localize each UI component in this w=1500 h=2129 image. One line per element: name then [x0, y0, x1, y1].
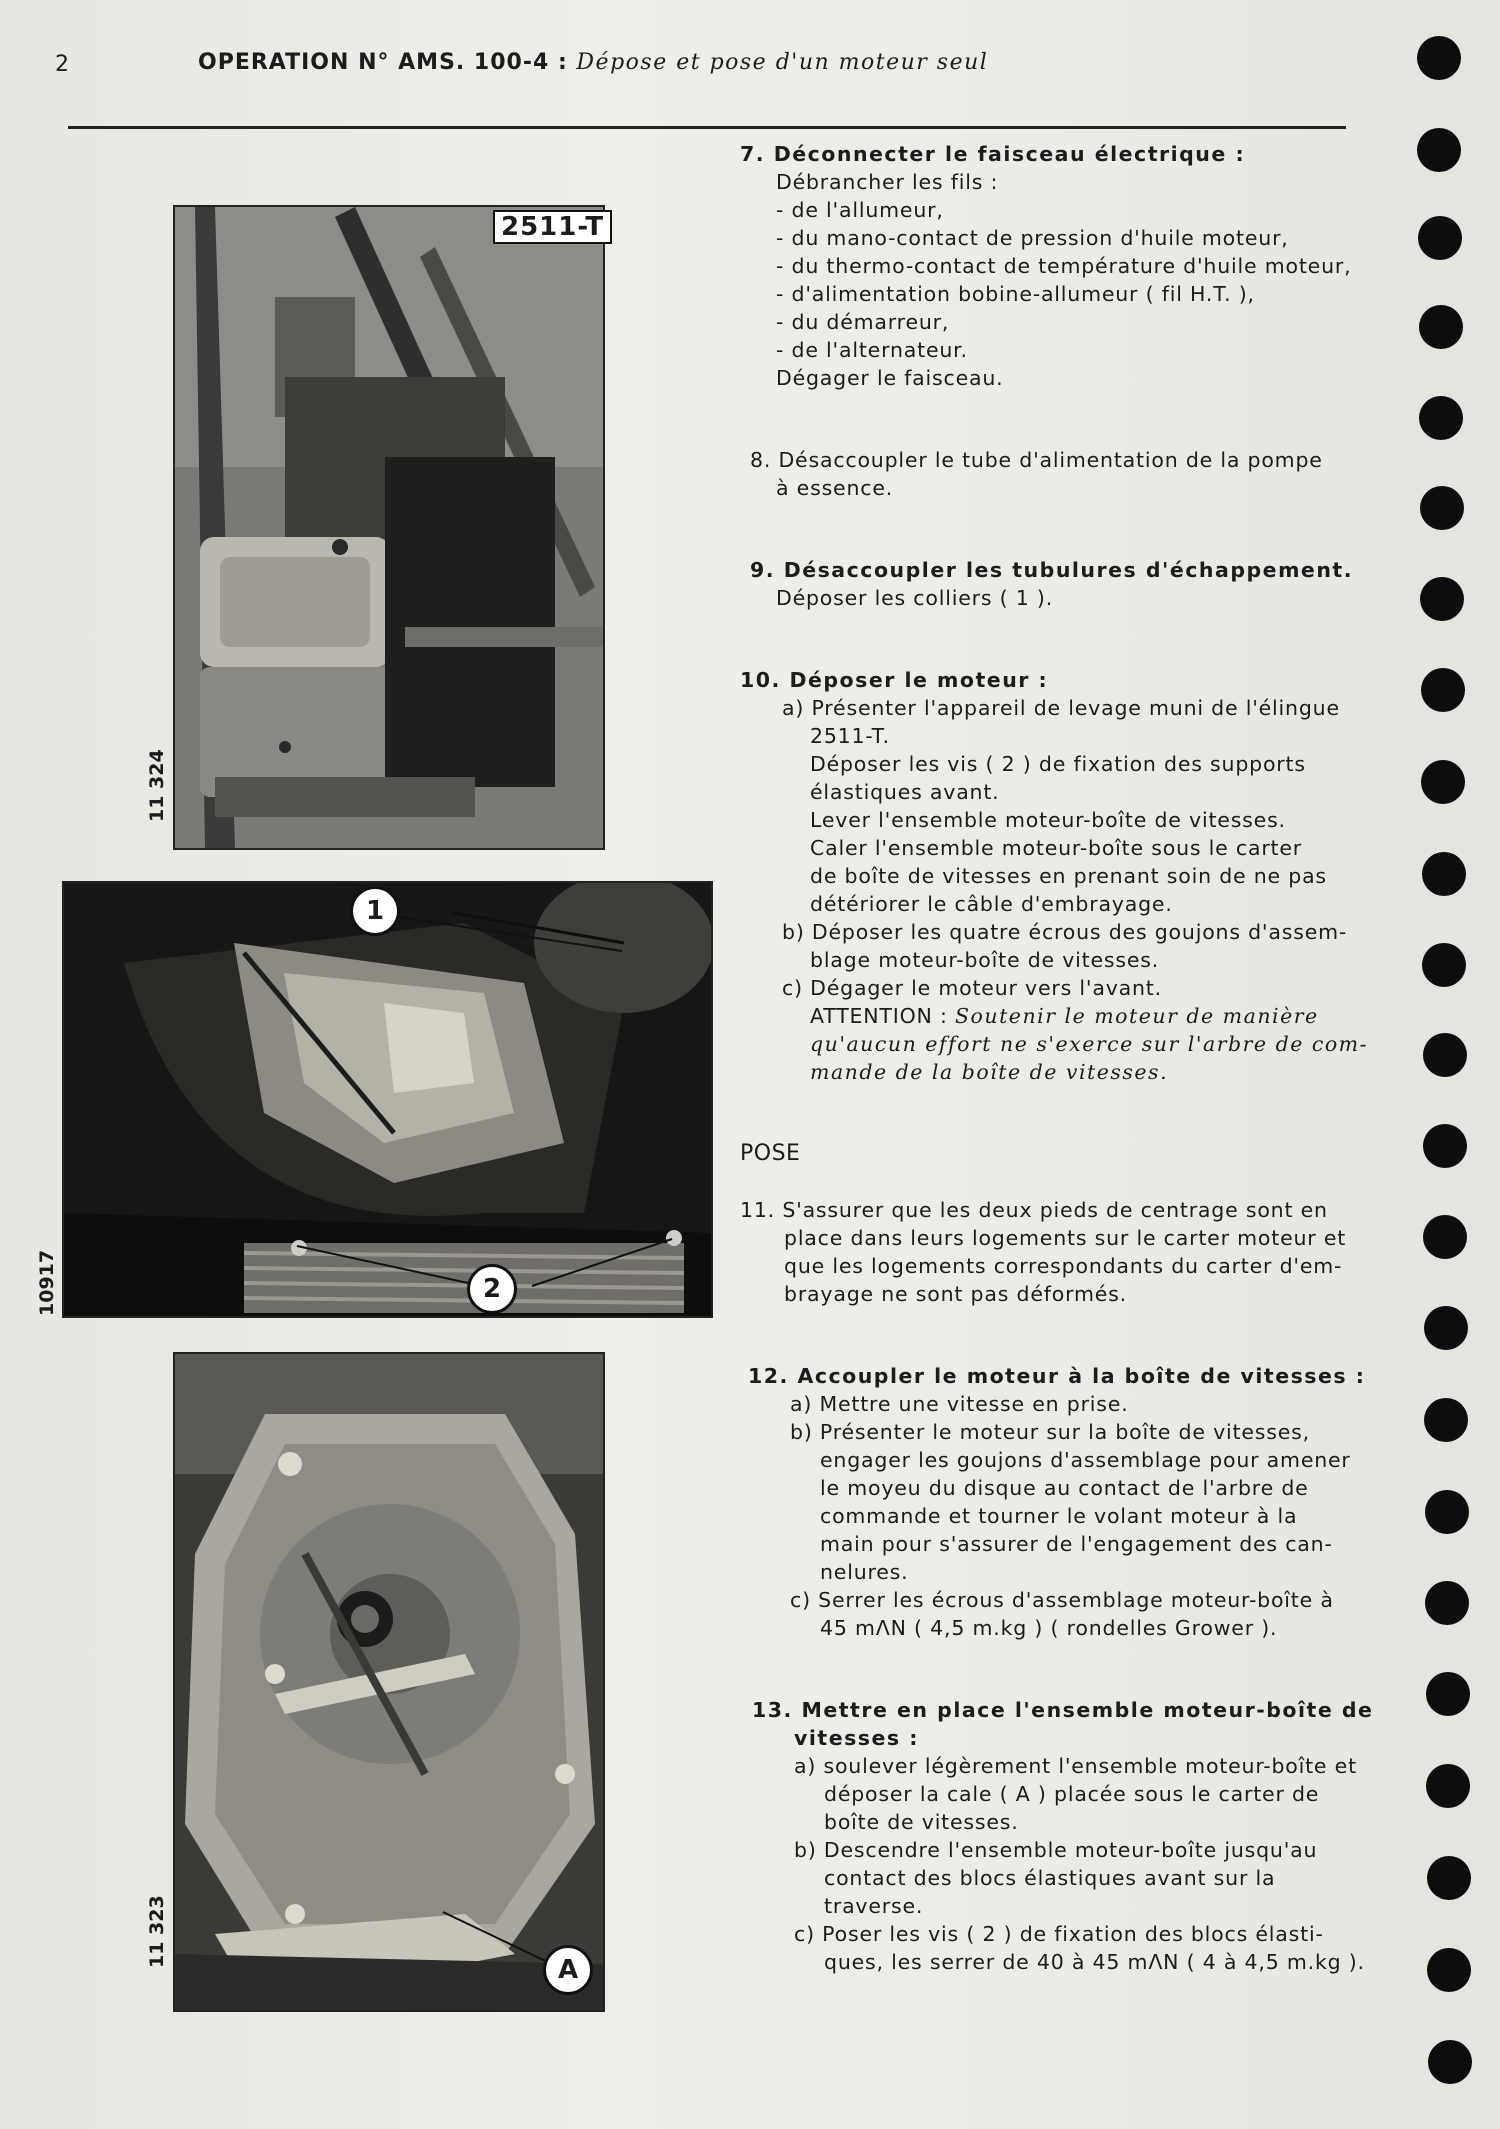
binder-hole: [1421, 760, 1465, 804]
step-10a-line: de boîte de vitesses en prenant soin de ne pas: [810, 864, 1327, 888]
step-10-title: 10. Déposer le moteur :: [740, 668, 1049, 692]
step-13c-line: ques, les serrer de 40 à 45 mΛN ( 4 à 4,5 m.kg ).: [824, 1950, 1365, 1974]
step-11-line: 11. S'assurer que les deux pieds de centrage sont en: [740, 1198, 1328, 1222]
step-7-line: Dégager le faisceau.: [776, 366, 1004, 390]
step-7-line: Débrancher les fils :: [776, 170, 999, 194]
step-7-line: - de l'alternateur.: [776, 338, 968, 362]
step-7-line: - de l'allumeur,: [776, 198, 944, 222]
binder-hole: [1423, 1124, 1467, 1168]
step-10a-line: Caler l'ensemble moteur-boîte sous le carter: [810, 836, 1303, 860]
step-12b-line: nelures.: [820, 1560, 909, 1584]
step-10a-line: détériorer le câble d'embrayage.: [810, 892, 1173, 916]
procedure-text: [740, 140, 1380, 1976]
step-10a-line: élastiques avant.: [810, 780, 1000, 804]
step-9: [740, 556, 1380, 612]
header-rule: [68, 126, 1346, 129]
attention-text: Soutenir le moteur de manière: [954, 1004, 1319, 1028]
operation-title: OPERATION N° AMS. 100-4 :: [198, 50, 577, 75]
binder-hole: [1419, 396, 1463, 440]
step-13a-line: a) soulever légèrement l'ensemble moteur-boîte et: [794, 1754, 1357, 1778]
binder-hole: [1424, 1398, 1468, 1442]
binder-hole: [1426, 1672, 1470, 1716]
binder-hole: [1418, 216, 1462, 260]
binder-hole: [1423, 1033, 1467, 1077]
page-header: [198, 50, 988, 75]
binder-hole: [1424, 1306, 1468, 1350]
binder-hole: [1421, 668, 1465, 712]
step-13: [740, 1696, 1380, 1976]
photo-engine-on-sling: [173, 205, 605, 850]
step-10a-line: a) Présenter l'appareil de levage muni de l'élingue: [782, 696, 1340, 720]
step-12: [740, 1362, 1380, 1642]
binder-hole: [1422, 943, 1466, 987]
step-10: [740, 666, 1380, 1086]
step-9-line: Déposer les colliers ( 1 ).: [776, 586, 1054, 610]
step-7-line: - d'alimentation bobine-allumeur ( fil H.T. ),: [776, 282, 1255, 306]
photo-code-bottom: 11 323: [146, 1895, 168, 1968]
step-12b-line: main pour s'assurer de l'engagement des can-: [820, 1532, 1333, 1556]
step-8-line: à essence.: [776, 476, 894, 500]
step-10a-line: Déposer les vis ( 2 ) de fixation des supports: [810, 752, 1306, 776]
photo-code-top: 11 324: [146, 749, 168, 822]
step-12-title: 12. Accoupler le moteur à la boîte de vitesses :: [748, 1364, 1366, 1388]
binder-hole: [1422, 852, 1466, 896]
step-13-title: 13. Mettre en place l'ensemble moteur-boîte de: [752, 1698, 1374, 1722]
attention-text: mande de la boîte de vitesses.: [810, 1060, 1169, 1084]
section-pose: POSE: [740, 1141, 801, 1166]
binder-hole: [1426, 1764, 1470, 1808]
step-13b-line: b) Descendre l'ensemble moteur-boîte jusqu'au: [794, 1838, 1318, 1862]
binder-hole: [1425, 1581, 1469, 1625]
step-12b-line: b) Présenter le moteur sur la boîte de vitesses,: [790, 1420, 1310, 1444]
binder-hole: [1417, 36, 1461, 80]
callout-a: A: [543, 1945, 593, 1995]
step-8: [740, 446, 1380, 502]
attention-label: ATTENTION :: [810, 1004, 955, 1028]
binder-hole: [1420, 577, 1464, 621]
binder-hole: [1427, 1948, 1471, 1992]
sling-tag-2511-t: 2511-T: [493, 210, 612, 244]
step-12b-line: le moyeu du disque au contact de l'arbre de: [820, 1476, 1309, 1500]
callout-2: 2: [467, 1264, 517, 1314]
step-10a-line: Lever l'ensemble moteur-boîte de vitesses.: [810, 808, 1286, 832]
step-7-line: - du thermo-contact de température d'huile moteur,: [776, 254, 1352, 278]
step-10a-line: 2511-T.: [810, 724, 890, 748]
step-13a-line: boîte de vitesses.: [824, 1810, 1019, 1834]
binder-hole: [1420, 486, 1464, 530]
binder-hole: [1428, 2040, 1472, 2084]
binder-hole: [1419, 305, 1463, 349]
step-12a-line: a) Mettre une vitesse en prise.: [790, 1392, 1129, 1416]
step-11: [740, 1196, 1380, 1308]
step-11-line: place dans leurs logements sur le carter moteur et: [784, 1226, 1347, 1250]
step-7-title: 7. Déconnecter le faisceau électrique :: [740, 142, 1246, 166]
step-11-line: brayage ne sont pas déformés.: [784, 1282, 1127, 1306]
step-7-line: - du mano-contact de pression d'huile moteur,: [776, 226, 1289, 250]
step-13b-line: traverse.: [824, 1894, 924, 1918]
step-7-line: - du démarreur,: [776, 310, 950, 334]
step-13c-line: c) Poser les vis ( 2 ) de fixation des blocs élasti-: [794, 1922, 1324, 1946]
attention-text: qu'aucun effort ne s'exerce sur l'arbre de com-: [810, 1032, 1369, 1056]
step-12b-line: commande et tourner le volant moteur à la: [820, 1504, 1298, 1528]
operation-subtitle: Dépose et pose d'un moteur seul: [576, 50, 989, 75]
step-7: [740, 140, 1380, 392]
step-12c-line: 45 mΛN ( 4,5 m.kg ) ( rondelles Grower ).: [820, 1616, 1278, 1640]
step-13b-line: contact des blocs élastiques avant sur la: [824, 1866, 1276, 1890]
binder-hole: [1417, 128, 1461, 172]
binder-holes: [1417, 0, 1477, 2129]
page-number: 2: [55, 52, 69, 77]
step-12c-line: c) Serrer les écrous d'assemblage moteur-boîte à: [790, 1588, 1334, 1612]
step-8-line: 8. Désaccoupler le tube d'alimentation de la pompe: [750, 448, 1323, 472]
binder-hole: [1423, 1215, 1467, 1259]
step-9-title: 9. Désaccoupler les tubulures d'échappement.: [750, 558, 1354, 582]
leader-lines-middle: [62, 881, 709, 1314]
step-13a-line: déposer la cale ( A ) placée sous le carter de: [824, 1782, 1320, 1806]
photo-code-middle: 10917: [36, 1249, 58, 1316]
binder-hole: [1427, 1856, 1471, 1900]
attention-note: [740, 1002, 1380, 1030]
binder-hole: [1425, 1490, 1469, 1534]
step-13-title: vitesses :: [794, 1726, 919, 1750]
callout-1: 1: [350, 886, 400, 936]
step-10b-line: blage moteur-boîte de vitesses.: [810, 948, 1160, 972]
step-10b-line: b) Déposer les quatre écrous des goujons d'assem-: [782, 920, 1348, 944]
step-12b-line: engager les goujons d'assemblage pour amener: [820, 1448, 1351, 1472]
step-10c-line: c) Dégager le moteur vers l'avant.: [782, 976, 1162, 1000]
leader-line-bottom: [173, 1352, 601, 2008]
step-11-line: que les logements correspondants du carter d'em-: [784, 1254, 1343, 1278]
